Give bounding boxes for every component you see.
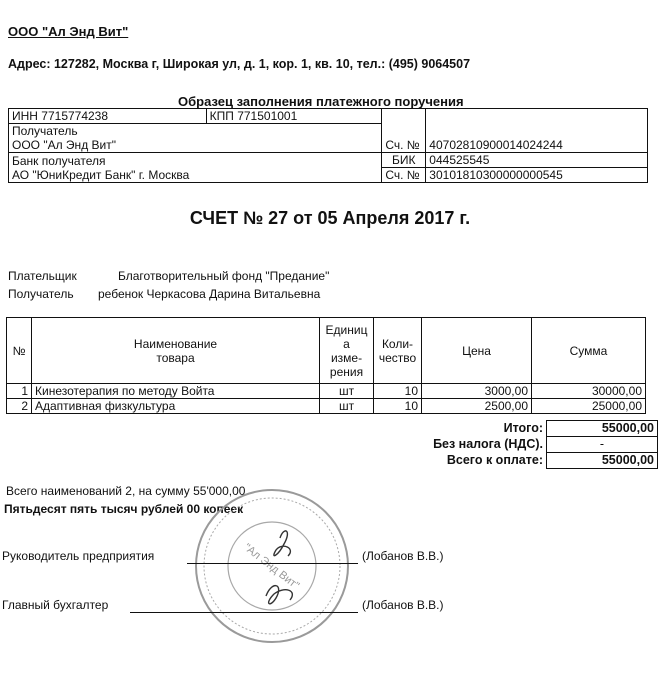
kpp-cell: КПП 771501001 [206,109,382,124]
col-price-header: Цена [422,318,532,384]
col-qty-line1: Коли- [381,336,414,351]
bik-label: БИК [382,153,426,168]
row-sum: 25000,00 [532,399,646,414]
receiver-name: ребенок Черкасова Дарина Витальевна [98,287,321,301]
company-address: Адрес: 127282, Москва г, Широкая ул, д. 1, кор. 1, кв. 10, тел.: (495) 9064507 [8,57,471,71]
row-name: Кинезотерапия по методу Войта [32,384,320,399]
bank-label: Банк получателя [9,153,382,168]
row-num: 1 [7,384,32,399]
col-name-line2: товара [156,350,195,365]
due-label: Всего к оплате: [446,453,543,467]
director-label: Руководитель предприятия [2,549,155,563]
receiver-label: Получатель [8,287,74,301]
row-name: Адаптивная физкультура [32,399,320,414]
stamp-text: "Ал Энд Вит" [241,541,302,593]
director-name: (Лобанов В.В.) [362,549,444,563]
due-value: 55000,00 [547,453,658,469]
row-sum: 30000,00 [532,384,646,399]
col-unit-line1: Единиц [325,322,368,337]
company-stamp [192,486,352,646]
col-unit-line4: рения [329,364,364,379]
director-signature-scribble [274,531,291,556]
accountant-signature-line [130,612,358,613]
corr-account: 30101810300000000545 [426,168,648,183]
table-row [7,399,646,414]
col-sum-header: Сумма [532,318,646,384]
receiver-line [8,287,320,301]
vat-value: - [547,437,658,453]
account-label: Сч. № [382,109,426,153]
col-qty-line2: чество [378,350,417,365]
col-qty-header [374,318,422,384]
corr-label: Сч. № [382,168,426,183]
totals-table [290,420,658,469]
amount-in-words: Пятьдесят пять тысяч рублей 00 копеек [4,502,244,516]
accountant-name: (Лобанов В.В.) [362,598,444,612]
row-unit: шт [320,384,374,399]
invoice-title: СЧЕТ № 27 от 05 Апреля 2017 г. [189,208,471,228]
row-unit: шт [320,399,374,414]
accountant-label: Главный бухгалтер [2,598,109,612]
payer-name: Благотворительный фонд "Предание" [118,269,330,283]
items-summary: Всего наименований 2, на сумму 55'000,00 [6,484,246,498]
payment-sample-title: Образец заполнения платежного поручения [178,94,464,109]
col-num-header: № [7,318,32,384]
company-name: ООО "Ал Энд Вит" [8,24,129,39]
table-row [7,384,646,399]
account-number: 40702810900014024244 [426,109,648,153]
accountant-signature-scribble [266,586,292,604]
payer-line [8,269,329,283]
recipient-label: Получатель [9,124,382,139]
col-unit-line2: а [343,336,350,351]
col-name-line1: Наименование [133,336,218,351]
row-num: 2 [7,399,32,414]
recipient-name: ООО "Ал Энд Вит" [9,138,382,153]
vat-label: Без налога (НДС). [433,437,543,451]
bank-details-table [8,108,648,183]
col-name-header [32,318,320,384]
row-price: 3000,00 [422,384,532,399]
row-qty: 10 [374,384,422,399]
payer-label: Плательщик [8,269,77,283]
total-label: Итого: [503,421,543,435]
row-qty: 10 [374,399,422,414]
col-unit-header [320,318,374,384]
bank-name: АО "ЮниКредит Банк" г. Москва [9,168,382,183]
col-unit-line3: изме- [330,350,363,365]
total-value: 55000,00 [547,421,658,437]
row-price: 2500,00 [422,399,532,414]
director-signature-line [187,563,358,564]
inn-cell: ИНН 7715774238 [9,109,207,124]
items-table [6,317,646,414]
bik-value: 044525545 [426,153,648,168]
